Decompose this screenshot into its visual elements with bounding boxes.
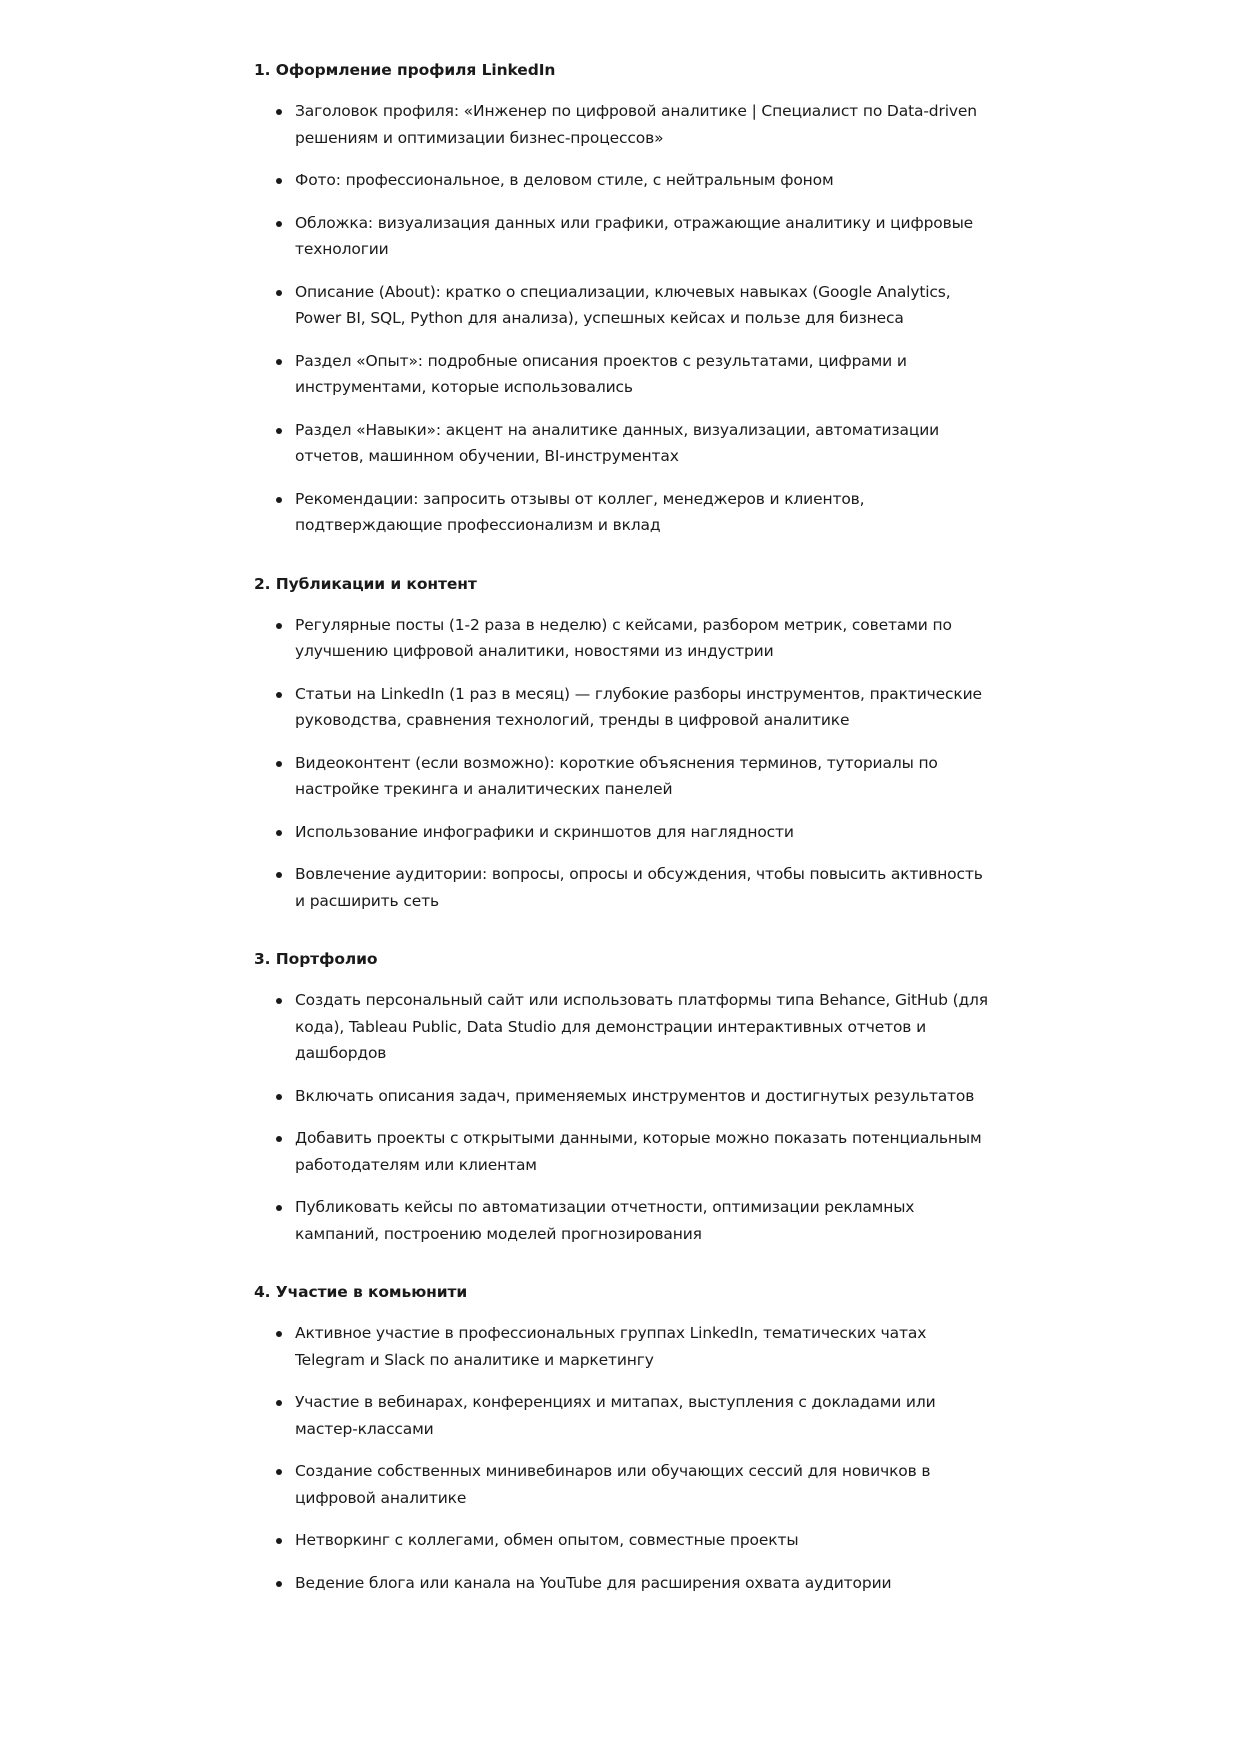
list-item-text: Вовлечение аудитории: вопросы, опросы и обсуждения, чтобы повысить активность и расширить сеть: [295, 865, 983, 910]
list-item: [254, 1194, 994, 1247]
bullet-icon: [276, 290, 282, 296]
bullet-icon: [276, 109, 282, 115]
list-item: [254, 1320, 994, 1373]
list-item: [254, 279, 994, 332]
bullet-icon: [276, 872, 282, 878]
list-item: [254, 1389, 994, 1442]
bullet-icon: [276, 1581, 282, 1587]
list-item: [254, 1125, 994, 1178]
list-item: [254, 1570, 994, 1597]
list-item: [254, 987, 994, 1067]
bullet-icon: [276, 1538, 282, 1544]
bullet-icon: [276, 998, 282, 1004]
bullet-icon: [276, 359, 282, 365]
list-item: [254, 1083, 994, 1110]
list-item: [254, 861, 994, 914]
list-item-text: Раздел «Опыт»: подробные описания проектов с результатами, цифрами и инструментами, которые использовались: [295, 351, 907, 396]
list-item-text: Добавить проекты с открытыми данными, которые можно показать потенциальным работодателям или клиентам: [295, 1129, 982, 1174]
bullet-icon: [276, 1331, 282, 1337]
bullet-icon: [276, 221, 282, 227]
list-item: [254, 210, 994, 263]
list-item-text: Заголовок профиля: «Инженер по цифровой аналитике | Специалист по Data-driven решениям и оптимизации бизнес-процессов»: [295, 102, 977, 147]
list-item-text: Нетворкинг с коллегами, обмен опытом, совместные проекты: [295, 1531, 799, 1549]
bullet-icon: [276, 1469, 282, 1475]
bullet-icon: [276, 178, 282, 184]
bullet-list: [254, 612, 994, 915]
list-item: [254, 612, 994, 665]
bullet-list: [254, 98, 994, 539]
list-item: [254, 486, 994, 539]
list-item-text: Фото: профессиональное, в деловом стиле, с нейтральным фоном: [295, 171, 834, 189]
list-item: [254, 167, 994, 194]
list-item-text: Раздел «Навыки»: акцент на аналитике данных, визуализации, автоматизации отчетов, машинном обучении, BI-инструментах: [295, 420, 940, 465]
list-item-text: Создание собственных минивебинаров или обучающих сессий для новичков в цифровой аналитике: [295, 1462, 931, 1507]
section-title: 1. Оформление профиля LinkedIn: [254, 61, 556, 79]
list-item-text: Участие в вебинарах, конференциях и митапах, выступления с докладами или мастер-классами: [295, 1393, 936, 1438]
bullet-icon: [276, 623, 282, 629]
list-item-text: Включать описания задач, применяемых инструментов и достигнутых результатов: [295, 1086, 975, 1105]
bullet-icon: [276, 1136, 282, 1142]
section-title: 2. Публикации и контент: [254, 574, 477, 593]
bullet-icon: [276, 1400, 282, 1406]
list-item-text: Создать персональный сайт или использовать платформы типа Behance, GitHub (для кода), Tableau Public, Data Studio для демонстрации интерактивных отчетов и дашбордов: [295, 991, 988, 1062]
bullet-icon: [276, 692, 282, 698]
list-item: [254, 348, 994, 401]
bullet-icon: [276, 428, 282, 434]
list-item-text: Ведение блога или канала на YouTube для расширения охвата аудитории: [295, 1573, 892, 1592]
bullet-icon: [276, 1205, 282, 1211]
list-item: [254, 750, 994, 803]
section-title: 3. Портфолио: [254, 950, 378, 968]
list-item: [254, 417, 994, 470]
bullet-icon: [276, 761, 282, 767]
list-item: [254, 1527, 994, 1554]
list-item: [254, 1458, 994, 1511]
list-item-text: Обложка: визуализация данных или графики, отражающие аналитику и цифровые технологии: [295, 213, 974, 258]
list-item-text: Активное участие в профессиональных группах LinkedIn, тематических чатах Telegram и Slack по аналитике и маркетингу: [295, 1324, 927, 1369]
bullet-icon: [276, 830, 282, 836]
bullet-icon: [276, 1094, 282, 1100]
bullet-icon: [276, 497, 282, 503]
list-item: [254, 98, 994, 151]
list-item: [254, 819, 994, 846]
list-item-text: Видеоконтент (если возможно): короткие объяснения терминов, туториалы по настройке трекинга и аналитических панелей: [295, 753, 938, 798]
list-item-text: Описание (About): кратко о специализации, ключевых навыках (Google Analytics, Power BI, SQL, Python для анализа), успешных кейсах и пользе для бизнеса: [295, 282, 951, 327]
list-item-text: Публиковать кейсы по автоматизации отчетности, оптимизации рекламных кампаний, построению моделей прогнозирования: [295, 1198, 915, 1243]
bullet-list: [254, 1320, 994, 1596]
list-item-text: Использование инфографики и скриншотов для наглядности: [295, 822, 794, 841]
bullet-list: [254, 987, 994, 1247]
section-title: 4. Участие в комьюнити: [254, 1283, 468, 1301]
list-item-text: Статьи на LinkedIn (1 раз в месяц) — глубокие разборы инструментов, практические руководства, сравнения технологий, тренды в цифровой аналитике: [295, 684, 982, 729]
list-item: [254, 681, 994, 734]
document-body: [254, 57, 994, 1612]
list-item-text: Рекомендации: запросить отзывы от коллег, менеджеров и клиентов, подтверждающие профессионализм и вклад: [295, 489, 865, 534]
list-item-text: Регулярные посты (1-2 раза в неделю) с кейсами, разбором метрик, советами по улучшению цифровой аналитики, новостями из индустрии: [295, 615, 952, 660]
